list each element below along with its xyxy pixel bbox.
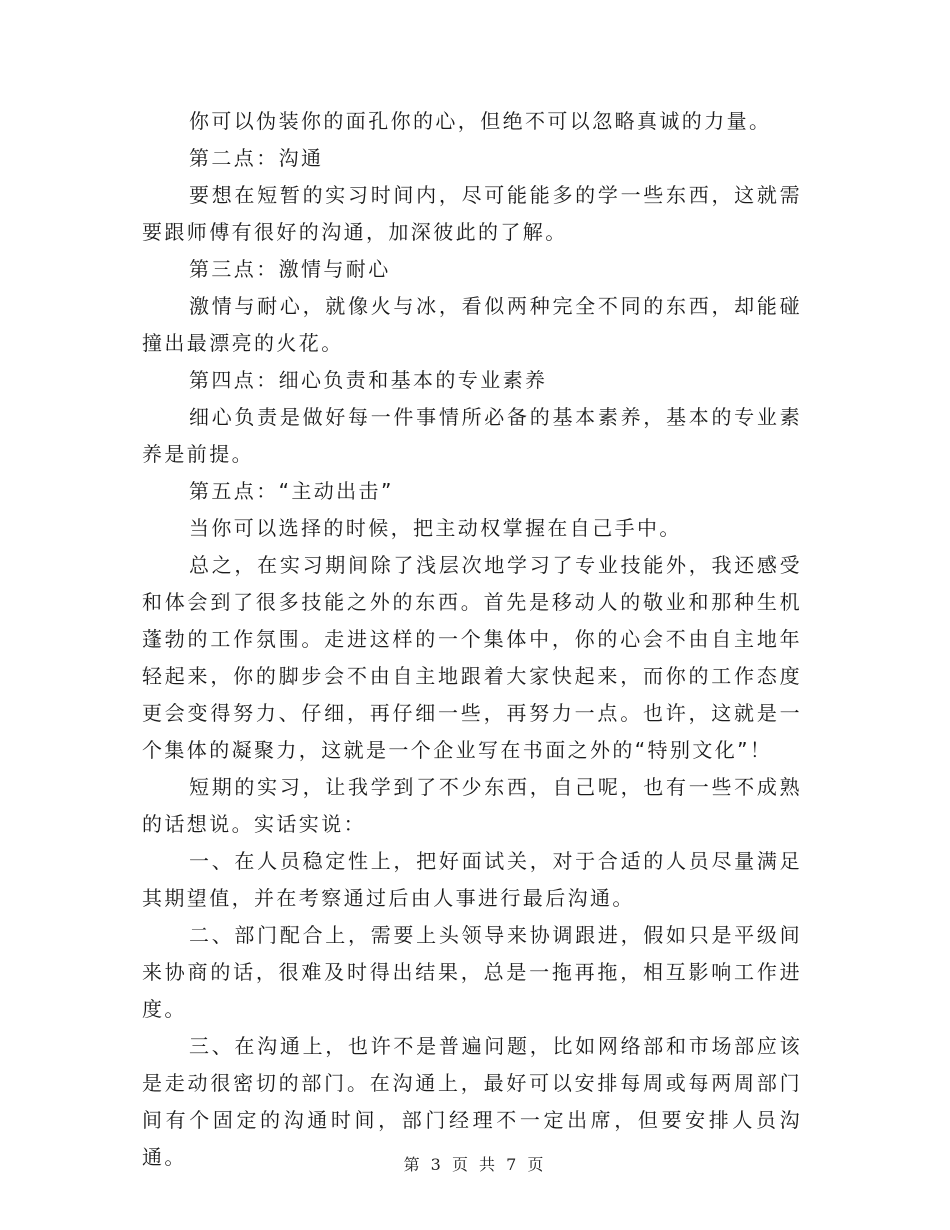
paragraph-passion-patience: 激情与耐心，就像火与冰，看似两种完全不同的东西，却能碰撞出最漂亮的火花。	[142, 294, 802, 355]
page-number-footer: 第 3 页 共 7 页	[403, 1155, 547, 1174]
heading-point-three: 第三点：激情与耐心	[189, 257, 391, 281]
paragraph-suggestion-one: 一、在人员稳定性上，把好面试关，对于合适的人员尽量满足其期望值，并在考察通过后由人事进行最后沟通。	[142, 849, 802, 910]
document-body	[142, 103, 802, 1176]
paragraph-summary: 总之，在实习期间除了浅层次地学习了专业技能外，我还感受和体会到了很多技能之外的东西。首先是移动人的敬业和那种生机蓬勃的工作氛围。走进这样的一个集体中，你的心会不由自主地年轻起来，你的脚步会不由自主地跟着大家快起来，而你的工作态度更会变得努力、仔细，再仔细一些，再努力一点。也许，这就是一个集体的凝聚力，这就是一个企业写在书面之外的“特别文化”！	[142, 553, 802, 762]
paragraph-suggestion-three: 三、在沟通上，也许不是普遍问题，比如网络部和市场部应该是走动很密切的部门。在沟通上，最好可以安排每周或每两周部门间有个固定的沟通时间，部门经理不一定出席，但要安排人员沟通。	[142, 1034, 802, 1169]
paragraph-communication: 要想在短暂的实习时间内，尽可能能多的学一些东西，这就需要跟师傅有很好的沟通，加深彼此的了解。	[142, 183, 802, 244]
paragraph-suggestions-intro: 短期的实习，让我学到了不少东西，自己呢，也有一些不成熟的话想说。实话实说：	[142, 775, 802, 836]
paragraph-suggestion-two: 二、部门配合上，需要上头领导来协调跟进，假如只是平级间来协商的话，很难及时得出结果，总是一拖再拖，相互影响工作进度。	[142, 923, 802, 1021]
paragraph-initiative: 当你可以选择的时候，把主动权掌握在自己手中。	[189, 516, 682, 540]
heading-point-four: 第四点：细心负责和基本的专业素养	[189, 368, 548, 392]
paragraph-responsibility: 细心负责是做好每一件事情所必备的基本素养，基本的专业素养是前提。	[142, 405, 802, 466]
paragraph-sincerity: 你可以伪装你的面孔你的心，但绝不可以忽略真诚的力量。	[189, 109, 772, 133]
heading-point-five: 第五点：“主动出击”	[189, 479, 394, 503]
heading-point-two: 第二点：沟通	[189, 146, 324, 170]
